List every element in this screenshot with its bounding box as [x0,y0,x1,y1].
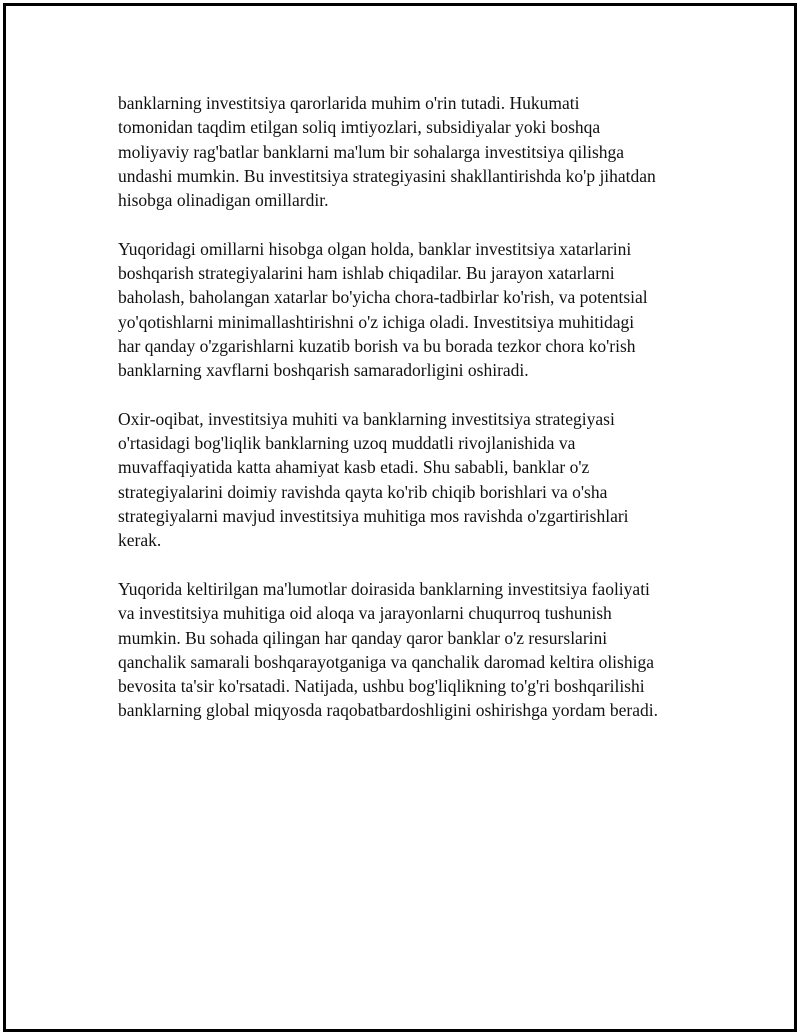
paragraph-2 [118,237,696,383]
text-line: qanchalik samarali boshqarayotganiga va qanchalik daromad keltira olishiga [118,651,654,672]
text-line: har qanday o'zgarishlarni kuzatib borish va bu borada tezkor chora ko'rish [118,335,636,356]
text-line: muvaffaqiyatida katta ahamiyat kasb etadi. Shu sababli, banklar o'z [118,457,590,478]
text-line: va investitsiya muhitiga oid aloqa va jarayonlarni chuqurroq tushunish [118,603,612,624]
text-line: o'rtasidagi bog'liqlik banklarning uzoq muddatli rivojlanishida va [118,433,576,454]
paragraph-3 [118,407,696,553]
text-line: kerak. [118,530,162,551]
text-line: yo'qotishlarni minimallashtirishni o'z ichiga oladi. Investitsiya muhitidagi [118,311,635,332]
text-line: mumkin. Bu sohada qilingan har qanday qaror banklar o'z resurslarini [118,627,608,648]
text-line: banklarning xavflarni boshqarish samaradorligini oshiradi. [118,360,529,381]
text-line: banklarning investitsiya qarorlarida muhim o'rin tutadi. Hukumati [118,93,580,113]
text-line: baholash, baholangan xatarlar bo'yicha chora-tadbirlar ko'rish, va potentsial [118,287,648,308]
text-line: Oxir-oqibat, investitsiya muhiti va banklarning investitsiya strategiyasi [118,408,615,429]
document-body [118,91,696,747]
text-line: tomonidan taqdim etilgan soliq imtiyozlari, subsidiyalar yoki boshqa [118,117,601,138]
text-line: undashi mumkin. Bu investitsiya strategiyasini shakllantirishda ko'p jihatdan [118,165,656,186]
text-line: Yuqorida keltirilgan ma'lumotlar doirasida banklarning investitsiya faoliyati [118,578,650,599]
text-line: bevosita ta'sir ko'rsatadi. Natijada, ushbu bog'liqlikning to'g'ri boshqarilishi [118,676,645,697]
text-line: strategiyalarini doimiy ravishda qayta ko'rib chiqib borishlari va o'sha [118,481,608,502]
text-line: strategiyalarni mavjud investitsiya muhitiga mos ravishda o'zgartirishlari [118,506,629,527]
text-line: hisobga olinadigan omillardir. [118,190,329,211]
text-line: moliyaviy rag'batlar banklarni ma'lum bir sohalarga investitsiya qilishga [118,141,625,162]
paragraph-1 [118,91,696,212]
text-line: banklarning global miqyosda raqobatbardoshligini oshirishga yordam beradi. [118,700,658,721]
text-line: Yuqoridagi omillarni hisobga olgan holda, banklar investitsiya xatarlarini [118,238,632,259]
text-line: boshqarish strategiyalarini ham ishlab chiqadilar. Bu jarayon xatarlarni [118,263,615,284]
paragraph-4 [118,577,696,723]
